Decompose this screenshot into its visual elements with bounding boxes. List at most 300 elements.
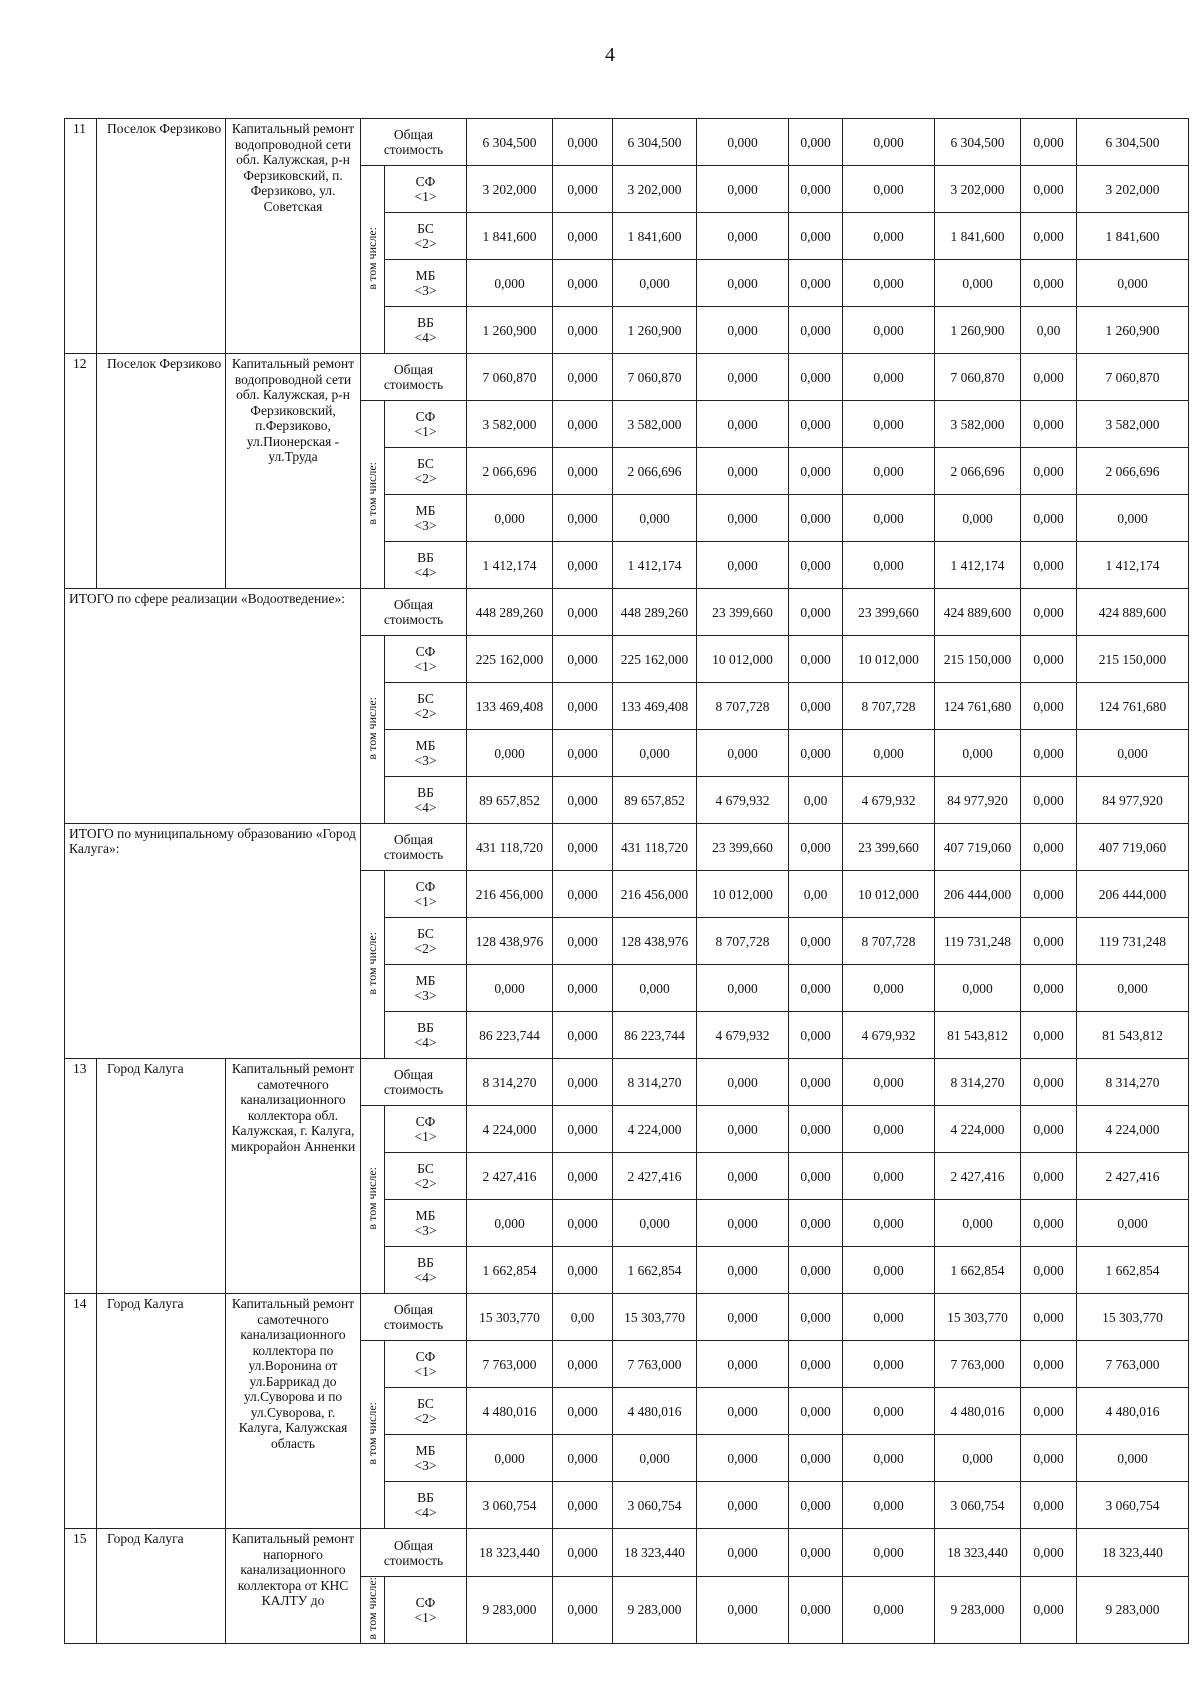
funding-source-code: МБ [415,268,436,283]
amount-cell: 8 707,728 [697,918,789,965]
amount-cell: 0,000 [935,730,1021,777]
amount-cell: 2 427,416 [1077,1153,1189,1200]
project-description: Капитальный ремонт водопроводной сети обл. Калужская, р-н Ферзиковский, п. Ферзиково, ул. Советская [226,119,361,354]
amount-cell: 0,000 [553,1482,613,1529]
item-number: 13 [65,1059,97,1294]
amount-cell: 0,000 [843,1529,935,1577]
amount-cell: 81 543,812 [935,1012,1021,1059]
amount-cell: 9 283,000 [935,1577,1021,1644]
amount-cell: 0,000 [789,1247,843,1294]
amount-cell: 0,000 [613,965,697,1012]
amount-cell: 0,000 [553,1341,613,1388]
amount-cell: 0,000 [1021,495,1077,542]
amount-cell: 8 314,270 [1077,1059,1189,1106]
funding-source-code: БС [417,1161,434,1176]
amount-cell: 0,000 [553,1435,613,1482]
amount-cell: 9 283,000 [613,1577,697,1644]
amount-cell: 0,000 [843,1482,935,1529]
amount-cell: 7 060,870 [613,354,697,401]
settlement-name: Поселок Ферзиково [97,119,226,354]
amount-cell: 0,000 [789,1577,843,1644]
amount-cell: 0,000 [697,965,789,1012]
amount-cell: 0,000 [1021,824,1077,871]
amount-cell: 0,000 [1021,1059,1077,1106]
amount-cell: 0,000 [553,401,613,448]
amount-cell: 0,000 [553,777,613,824]
amount-cell: 0,000 [789,918,843,965]
settlement-name: Поселок Ферзиково [97,354,226,589]
funding-source-ref: <3> [414,753,437,768]
funding-source-label [385,871,467,918]
funding-source-code: ВБ [417,785,434,800]
amount-cell: 6 304,500 [935,119,1021,166]
amount-cell: 0,000 [843,448,935,495]
amount-cell: 0,000 [553,683,613,730]
amount-cell: 0,000 [553,918,613,965]
amount-cell: 0,000 [843,307,935,354]
amount-cell: 0,000 [789,1482,843,1529]
funding-source-ref: <1> [414,189,437,204]
amount-cell: 0,000 [1021,871,1077,918]
amount-cell: 0,000 [1021,1012,1077,1059]
funding-source-ref: <1> [414,659,437,674]
project-description: Капитальный ремонт напорного канализационного коллектора от КНС КАЛТУ до [226,1529,361,1644]
total-label: ИТОГО по муниципальному образованию «Город Калуга»: [65,824,361,1059]
amount-cell: 4 224,000 [467,1106,553,1153]
funding-source-ref: <4> [414,565,437,580]
amount-cell: 0,000 [467,495,553,542]
amount-cell: 119 731,248 [935,918,1021,965]
amount-cell: 0,000 [789,1200,843,1247]
funding-source-label [385,636,467,683]
funding-source-ref: <2> [414,1411,437,1426]
amount-cell: 0,000 [467,730,553,777]
amount-cell: 0,000 [843,401,935,448]
amount-cell: 9 283,000 [1077,1577,1189,1644]
amount-cell: 0,000 [1021,777,1077,824]
table-row [65,824,1189,871]
amount-cell: 128 438,976 [467,918,553,965]
amount-cell: 0,000 [843,213,935,260]
amount-cell: 124 761,680 [1077,683,1189,730]
amount-cell: 3 202,000 [1077,166,1189,213]
amount-cell: 0,000 [789,1341,843,1388]
amount-cell: 448 289,260 [613,589,697,636]
cost-type-line2: стоимость [383,377,444,392]
amount-cell: 0,000 [935,1200,1021,1247]
funding-source-label [385,260,467,307]
including-label [361,871,385,1059]
amount-cell: 0,000 [789,1435,843,1482]
amount-cell: 0,000 [789,683,843,730]
amount-cell: 10 012,000 [697,871,789,918]
amount-cell: 0,000 [697,1577,789,1644]
funding-source-label [385,448,467,495]
amount-cell: 0,000 [789,1059,843,1106]
amount-cell: 3 582,000 [467,401,553,448]
amount-cell: 0,000 [697,1341,789,1388]
amount-cell: 0,000 [843,166,935,213]
amount-cell: 0,000 [553,636,613,683]
amount-cell: 1 841,600 [935,213,1021,260]
amount-cell: 0,000 [843,1435,935,1482]
amount-cell: 7 763,000 [935,1341,1021,1388]
amount-cell: 0,000 [843,542,935,589]
funding-source-label [385,1388,467,1435]
amount-cell: 0,000 [843,1153,935,1200]
amount-cell: 0,000 [553,1012,613,1059]
funding-source-code: ВБ [417,315,434,330]
including-label [361,636,385,824]
table-row [65,589,1189,636]
funding-source-code: СФ [415,1114,436,1129]
amount-cell: 0,000 [467,1435,553,1482]
amount-cell: 225 162,000 [613,636,697,683]
amount-cell: 0,000 [1021,119,1077,166]
amount-cell: 1 260,900 [1077,307,1189,354]
page-number: 4 [605,44,615,66]
amount-cell: 2 066,696 [935,448,1021,495]
amount-cell: 0,000 [789,166,843,213]
amount-cell: 0,000 [553,1106,613,1153]
amount-cell: 1 412,174 [935,542,1021,589]
amount-cell: 2 066,696 [613,448,697,495]
amount-cell: 1 412,174 [613,542,697,589]
amount-cell: 0,000 [1021,918,1077,965]
amount-cell: 0,000 [1021,1388,1077,1435]
funding-source-label [385,1435,467,1482]
amount-cell: 0,000 [553,260,613,307]
amount-cell: 7 060,870 [467,354,553,401]
amount-cell: 10 012,000 [843,636,935,683]
amount-cell: 215 150,000 [1077,636,1189,683]
funding-source-ref: <2> [414,471,437,486]
cost-type-line2: стоимость [383,1552,444,1568]
cost-type-label [361,824,467,871]
amount-cell: 89 657,852 [467,777,553,824]
cost-type-line1: Общая [393,362,434,377]
amount-cell: 0,000 [1077,495,1189,542]
amount-cell: 0,000 [553,965,613,1012]
cost-type-line2: стоимость [383,1317,444,1332]
amount-cell: 128 438,976 [613,918,697,965]
amount-cell: 4 480,016 [613,1388,697,1435]
amount-cell: 0,000 [843,495,935,542]
amount-cell: 0,000 [789,1153,843,1200]
amount-cell: 0,000 [1021,260,1077,307]
funding-source-ref: <1> [414,424,437,439]
amount-cell: 4 224,000 [1077,1106,1189,1153]
project-description: Капитальный ремонт водопроводной сети обл. Калужская, р-н Ферзиковский, п.Ферзиково, ул.Пионерская - ул.Труда [226,354,361,589]
amount-cell: 0,000 [697,213,789,260]
including-label [361,166,385,354]
amount-cell: 0,000 [935,965,1021,1012]
amount-cell: 0,000 [789,542,843,589]
cost-type-line2: стоимость [383,1082,444,1097]
cost-type-line1: Общая [393,127,434,142]
amount-cell: 0,000 [697,1153,789,1200]
amount-cell: 1 260,900 [467,307,553,354]
funding-source-code: СФ [415,1349,436,1364]
funding-source-label [385,683,467,730]
amount-cell: 0,000 [553,307,613,354]
cost-type-line1: Общая [393,832,434,847]
funding-source-label [385,1482,467,1529]
amount-cell: 0,000 [613,1435,697,1482]
amount-cell: 2 066,696 [467,448,553,495]
cost-type-line1: Общая [393,597,434,612]
amount-cell: 0,000 [697,119,789,166]
amount-cell: 0,00 [789,777,843,824]
amount-cell: 15 303,770 [467,1294,553,1341]
amount-cell: 1 662,854 [935,1247,1021,1294]
amount-cell: 8 314,270 [467,1059,553,1106]
amount-cell: 0,000 [843,1388,935,1435]
amount-cell: 0,000 [843,1059,935,1106]
amount-cell: 2 427,416 [613,1153,697,1200]
amount-cell: 0,000 [843,1106,935,1153]
amount-cell: 0,000 [553,1577,613,1644]
funding-source-code: СФ [415,174,436,189]
amount-cell: 0,000 [789,213,843,260]
funding-source-ref: <2> [414,706,437,721]
funding-source-label [385,1341,467,1388]
funding-source-label [385,495,467,542]
funding-source-ref: <2> [414,236,437,251]
cost-type-label [361,354,467,401]
cost-type-line2: стоимость [383,612,444,627]
amount-cell: 0,000 [553,354,613,401]
amount-cell: 1 841,600 [1077,213,1189,260]
amount-cell: 0,000 [613,260,697,307]
amount-cell: 23 399,660 [843,824,935,871]
amount-cell: 0,000 [789,824,843,871]
amount-cell: 0,000 [553,495,613,542]
amount-cell: 0,000 [1021,1153,1077,1200]
amount-cell: 0,000 [1021,1294,1077,1341]
amount-cell: 448 289,260 [467,589,553,636]
amount-cell: 424 889,600 [935,589,1021,636]
amount-cell: 0,000 [843,1341,935,1388]
amount-cell: 0,000 [843,260,935,307]
funding-source-label [385,918,467,965]
amount-cell: 4 679,932 [843,777,935,824]
funding-source-code: МБ [415,973,436,988]
amount-cell: 0,000 [467,965,553,1012]
amount-cell: 0,000 [789,260,843,307]
amount-cell: 407 719,060 [1077,824,1189,871]
funding-source-code: БС [417,221,434,236]
table-row [65,1529,1189,1577]
amount-cell: 15 303,770 [613,1294,697,1341]
amount-cell: 0,000 [843,965,935,1012]
amount-cell: 0,000 [697,1388,789,1435]
amount-cell: 0,000 [1021,354,1077,401]
amount-cell: 225 162,000 [467,636,553,683]
amount-cell: 0,000 [789,636,843,683]
table-row [65,1059,1189,1106]
amount-cell: 0,000 [789,119,843,166]
amount-cell: 0,000 [553,1529,613,1577]
amount-cell: 0,000 [553,824,613,871]
cost-type-line2: стоимость [383,847,444,862]
amount-cell: 0,000 [1021,1482,1077,1529]
amount-cell: 86 223,744 [613,1012,697,1059]
amount-cell: 6 304,500 [467,119,553,166]
amount-cell: 8 314,270 [935,1059,1021,1106]
amount-cell: 216 456,000 [613,871,697,918]
funding-source-label [385,1247,467,1294]
settlement-name: Город Калуга [97,1059,226,1294]
amount-cell: 0,000 [1077,1200,1189,1247]
amount-cell: 7 763,000 [1077,1341,1189,1388]
settlement-name: Город Калуга [97,1529,226,1644]
amount-cell: 0,000 [789,307,843,354]
amount-cell: 0,000 [843,1247,935,1294]
amount-cell: 0,000 [1077,1435,1189,1482]
amount-cell: 7 763,000 [467,1341,553,1388]
amount-cell: 0,000 [1077,730,1189,777]
funding-source-code: СФ [415,409,436,424]
amount-cell: 0,000 [553,213,613,260]
funding-source-code: СФ [415,644,436,659]
amount-cell: 81 543,812 [1077,1012,1189,1059]
funding-source-label [385,307,467,354]
item-number: 11 [65,119,97,354]
cost-type-line1: Общая [393,1537,434,1553]
funding-source-ref: <3> [414,1458,437,1473]
funding-source-label [385,401,467,448]
amount-cell: 0,000 [697,166,789,213]
including-label [361,1106,385,1294]
amount-cell: 8 314,270 [613,1059,697,1106]
amount-cell: 4 679,932 [697,777,789,824]
item-number: 12 [65,354,97,589]
amount-cell: 4 679,932 [697,1012,789,1059]
including-label [361,401,385,589]
funding-source-ref: <3> [414,1223,437,1238]
funding-source-ref: <4> [414,330,437,345]
amount-cell: 0,000 [789,1388,843,1435]
table-row [65,119,1189,166]
amount-cell: 0,000 [789,1012,843,1059]
amount-cell: 0,000 [697,1435,789,1482]
amount-cell: 3 202,000 [467,166,553,213]
amount-cell: 18 323,440 [467,1529,553,1577]
amount-cell: 3 202,000 [935,166,1021,213]
amount-cell: 15 303,770 [935,1294,1021,1341]
including-text: в том числе: [365,226,379,290]
including-text: в том числе: [365,1401,379,1465]
amount-cell: 0,000 [553,730,613,777]
amount-cell: 1 662,854 [467,1247,553,1294]
amount-cell: 0,000 [843,730,935,777]
cost-type-line2: стоимость [383,142,444,157]
amount-cell: 0,000 [843,1294,935,1341]
amount-cell: 0,000 [1021,1435,1077,1482]
amount-cell: 0,000 [467,260,553,307]
table-row [65,1294,1189,1341]
funding-source-ref: <4> [414,800,437,815]
funding-source-label [385,1012,467,1059]
funding-source-ref: <4> [414,1270,437,1285]
amount-cell: 0,000 [613,495,697,542]
cost-type-label [361,1294,467,1341]
amount-cell: 7 060,870 [935,354,1021,401]
amount-cell: 0,000 [553,1200,613,1247]
amount-cell: 7 763,000 [613,1341,697,1388]
amount-cell: 0,000 [553,542,613,589]
amount-cell: 0,000 [1021,1341,1077,1388]
funding-source-ref: <1> [414,1129,437,1144]
amount-cell: 84 977,920 [1077,777,1189,824]
amount-cell: 0,000 [697,260,789,307]
amount-cell: 0,000 [789,448,843,495]
funding-source-code: БС [417,1396,434,1411]
amount-cell: 0,000 [553,166,613,213]
amount-cell: 6 304,500 [613,119,697,166]
amount-cell: 8 707,728 [843,683,935,730]
amount-cell: 424 889,600 [1077,589,1189,636]
funding-source-code: МБ [415,503,436,518]
amount-cell: 0,000 [553,1059,613,1106]
funding-source-code: БС [417,456,434,471]
amount-cell: 0,000 [789,1106,843,1153]
including-text: в том числе: [365,1166,379,1230]
amount-cell: 0,000 [697,401,789,448]
funding-source-label [385,1200,467,1247]
amount-cell: 1 260,900 [613,307,697,354]
funding-source-code: БС [417,691,434,706]
amount-cell: 407 719,060 [935,824,1021,871]
amount-cell: 8 707,728 [697,683,789,730]
amount-cell: 0,000 [1021,1247,1077,1294]
funding-source-label [385,542,467,589]
funding-source-code: ВБ [417,1020,434,1035]
settlement-name: Город Калуга [97,1294,226,1529]
including-text: в том числе: [365,461,379,525]
amount-cell: 3 060,754 [935,1482,1021,1529]
funding-source-label [385,166,467,213]
funding-source-code: БС [417,926,434,941]
amount-cell: 1 662,854 [613,1247,697,1294]
including-label [361,1341,385,1529]
funding-source-label [385,1577,467,1644]
amount-cell: 23 399,660 [843,589,935,636]
total-label: ИТОГО по сфере реализации «Водоотведение»: [65,589,361,824]
amount-cell: 0,000 [1021,401,1077,448]
amount-cell: 0,000 [553,1247,613,1294]
funding-source-code: ВБ [417,1490,434,1505]
amount-cell: 0,000 [697,1106,789,1153]
amount-cell: 206 444,000 [935,871,1021,918]
funding-source-code: ВБ [417,1255,434,1270]
table-row [65,354,1189,401]
amount-cell: 0,000 [843,354,935,401]
amount-cell: 0,000 [697,1247,789,1294]
funding-source-label [385,965,467,1012]
amount-cell: 9 283,000 [467,1577,553,1644]
amount-cell: 0,00 [553,1294,613,1341]
amount-cell: 0,000 [789,1294,843,1341]
funding-source-ref: <2> [414,941,437,956]
amount-cell: 0,000 [697,307,789,354]
cost-type-line1: Общая [393,1067,434,1082]
amount-cell: 2 066,696 [1077,448,1189,495]
amount-cell: 0,000 [935,495,1021,542]
amount-cell: 3 582,000 [935,401,1021,448]
amount-cell: 1 662,854 [1077,1247,1189,1294]
